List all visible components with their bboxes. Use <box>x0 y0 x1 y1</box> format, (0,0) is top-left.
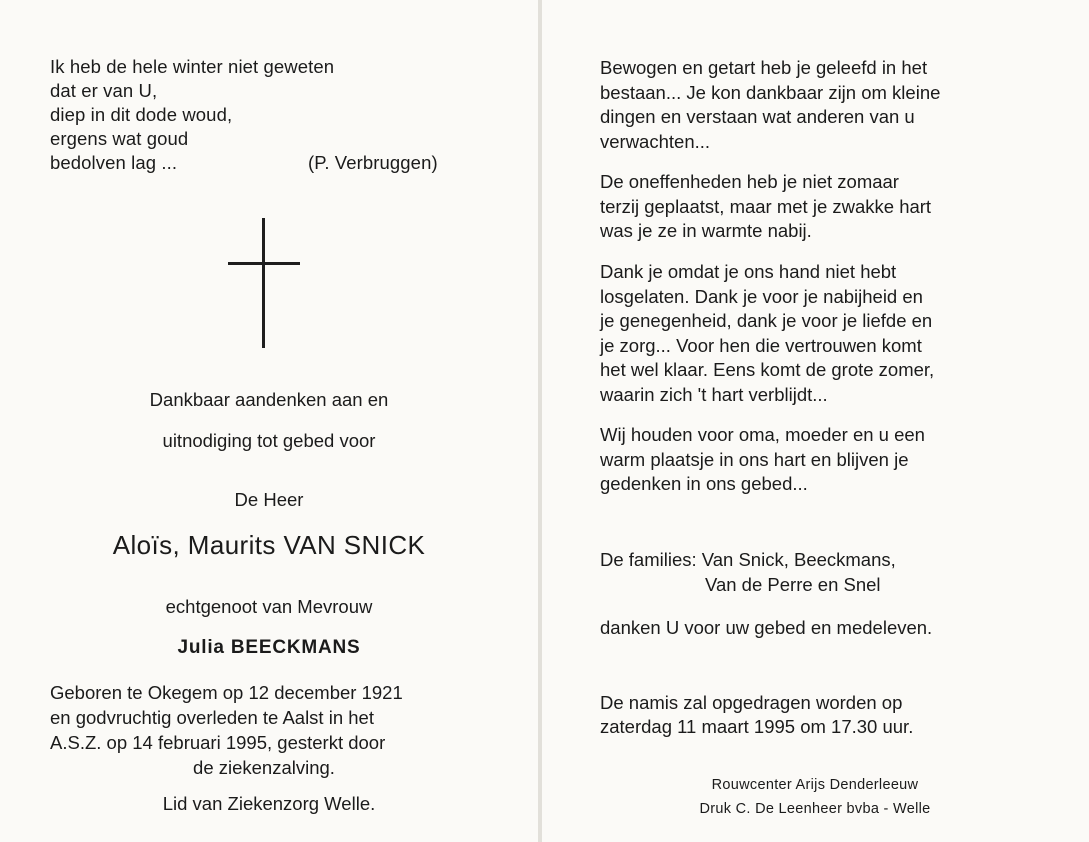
deceased-name: Aloïs, Maurits VAN SNICK <box>112 530 426 560</box>
poem-line-2: dat er van U, <box>50 80 158 101</box>
mass-line-1: De namis zal opgedragen worden op <box>600 692 903 713</box>
paragraph-line: je zorg... Voor hen die vertrouwen komt <box>600 334 922 356</box>
remembrance-line: Dankbaar aandenken aan en <box>149 389 389 410</box>
paragraph-line: verwachten... <box>600 130 711 152</box>
paragraph-1 <box>600 56 1030 154</box>
printer-credit <box>600 773 1030 821</box>
paragraph-line: Dank je omdat je ons hand niet hebt <box>600 261 897 282</box>
families-line-1: De families: Van Snick, Beeckmans, <box>600 549 896 570</box>
spouse-intro: echtgenoot van Mevrouw <box>165 596 373 617</box>
invitation-line: uitnodiging tot gebed voor <box>162 430 376 451</box>
poem-line-5: bedolven lag ... <box>50 152 178 173</box>
honorific: De Heer <box>234 489 304 510</box>
paragraph-line: De oneffenheden heb je niet zomaar <box>600 171 899 192</box>
families-line-2: Van de Perre en Snel <box>705 574 881 595</box>
paragraph-3 <box>600 260 1030 407</box>
membership: Lid van Ziekenzorg Welle. <box>162 793 376 814</box>
paragraph-4 <box>600 423 1030 497</box>
paragraph-line: Wij houden voor oma, moeder en u een <box>600 424 925 445</box>
paragraph-line: dingen en verstaan wat anderen van u <box>600 106 915 127</box>
mass-line-2: zaterdag 11 maart 1995 om 17.30 uur. <box>600 716 914 737</box>
paragraph-line: waarin zich 't hart verblijdt... <box>600 383 828 405</box>
paragraph-line: was je ze in warmte nabij. <box>600 220 812 241</box>
paragraph-line: bestaan... Je kon dankbaar zijn om kleine <box>600 81 941 103</box>
paragraph-line: terzij geplaatst, maar met je zwakke hart <box>600 195 932 217</box>
printer-line-2: Druk C. De Leenheer bvba - Welle <box>699 801 931 817</box>
printer-line-1: Rouwcenter Arijs Denderleeuw <box>711 777 919 793</box>
poem-line-3: diep in dit dode woud, <box>50 104 233 125</box>
paragraph-line: je genegenheid, dank je voor je liefde en <box>600 310 933 331</box>
poem-author: (P. Verbruggen) <box>308 152 438 173</box>
bio-line-1: Geboren te Okegem op 12 december 1921 <box>50 682 403 703</box>
paragraph-2 <box>600 170 1030 244</box>
bio-line-4: de ziekenzalving. <box>193 757 335 778</box>
poem-line-1: Ik heb de hele winter niet geweten <box>50 56 335 77</box>
paragraph-line: Bewogen en getart heb je geleefd in het <box>600 57 928 78</box>
spouse-name: Julia BEECKMANS <box>177 637 361 658</box>
paragraph-line: het wel klaar. Eens komt de grote zomer, <box>600 359 935 380</box>
bio-line-3: A.S.Z. op 14 februari 1995, gesterkt door <box>50 732 386 753</box>
paragraph-line: losgelaten. Dank je voor je nabijheid en <box>600 285 923 307</box>
bio-line-2: en godvruchtig overleden te Aalst in het <box>50 707 374 728</box>
biography <box>50 680 478 780</box>
paragraph-line: gedenken in ons gebed... <box>600 473 808 494</box>
families-thanks: danken U voor uw gebed en medeleven. <box>600 617 933 638</box>
poem-line-4: ergens wat goud <box>50 128 189 149</box>
paragraph-line: warm plaatsje in ons hart en blijven je <box>600 448 909 470</box>
